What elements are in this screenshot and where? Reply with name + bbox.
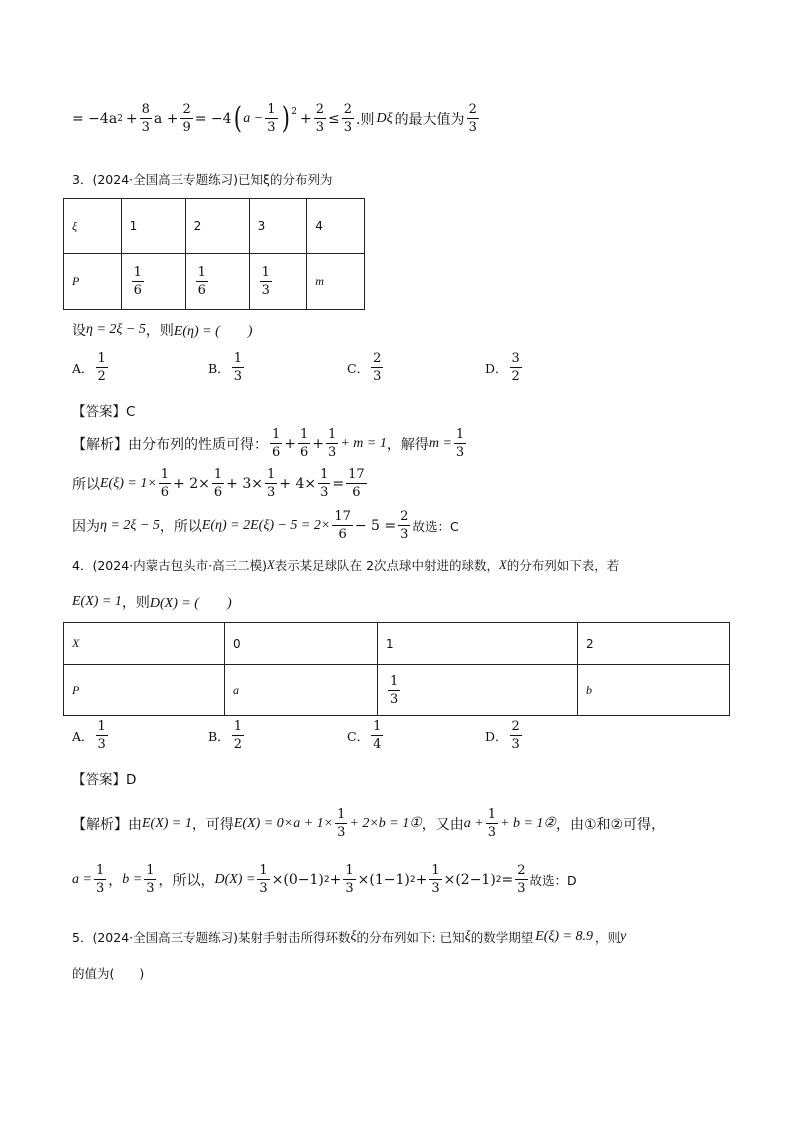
question-text: 3．(2024·全国高三专题练习)已知ξ的分布列为 — [72, 172, 333, 187]
q3-answer: 【答案】C — [72, 404, 136, 420]
expr: ≤ — [327, 110, 340, 127]
q3-analysis-line3: 因为 η = 2ξ − 5 ，所以 E(η) = 2E(ξ) − 5 = 2× $\frac{17}{6}$ − 5 = $\frac{2}{3}$ 故选：C — [72, 509, 459, 542]
q5-stem: 5．(2024·全国高三专题练习)某射手射击所得环数 ξ 的分布列如下: 已知 ξ 的数学期望 E(ξ) = 8.9 ，则 y — [72, 929, 627, 945]
table-cell: 2 — [185, 199, 249, 254]
table-cell: $\frac{1}{3}$ — [378, 665, 578, 716]
q3-option-d[interactable]: D． $\frac{3}{2}$ — [485, 351, 520, 384]
fraction: $\frac{2}{9}$ — [182, 102, 191, 135]
q3-stem — [72, 170, 332, 188]
table-cell: 3 — [249, 199, 307, 254]
fraction: $\frac{1}{3}$ — [267, 102, 276, 135]
q4-option-a[interactable]: A． $\frac{1}{3}$ — [72, 719, 106, 752]
q3-option-c[interactable]: C． $\frac{2}{3}$ — [347, 351, 382, 384]
q3-option-b[interactable]: B． $\frac{1}{3}$ — [208, 351, 242, 384]
table-cell: X — [64, 623, 225, 665]
table-cell: P — [64, 665, 225, 716]
table-cell: 2 — [578, 623, 730, 665]
q2-conclusion-line: = −4a 2 + $\frac{8}{3}$ a + $\frac{2}{9}$ = −4 ( a − $\frac{1}{3}$ ) $^2$ + $\frac{2}{3}$ ≤ $\frac{2}{3}$ .则 Dξ 的最大值为 $\frac{2}{3}$ — [72, 100, 477, 136]
q4-option-d[interactable]: D． $\frac{2}{3}$ — [485, 719, 520, 752]
expr: + — [299, 110, 312, 127]
table-cell: 1 — [121, 199, 185, 254]
q4-answer: 【答案】D — [72, 772, 137, 788]
q3-analysis-line2: 所以 E(ξ) = 1× $\frac{1}{6}$ + 2× $\frac{1}{6}$ + 3× $\frac{1}{3}$ + 4× $\frac{1}{3}$ = $\frac{17}{6}$ — [72, 467, 365, 500]
expr: a − — [243, 110, 264, 126]
table-cell: 1 — [378, 623, 578, 665]
fraction: $\frac{2}{3}$ — [343, 102, 352, 135]
table-cell: P — [64, 254, 122, 310]
q3-setup: 设 η = 2ξ − 5 ，则 E(η) = ( ) — [72, 322, 253, 339]
q4-distribution-table — [63, 622, 730, 716]
q4-stem: 4．(2024·内蒙古包头市·高三二模) X 表示某足球队在 2次点球中射进的球数， X 的分布列如下表，若 — [72, 557, 620, 573]
fraction: $\frac{2}{3}$ — [315, 102, 324, 135]
q4-analysis-line1: 【解析】由 E(X) = 1 ，可得 E(X) = 0×a + 1× $\frac{1}{3}$ + 2×b = 1① ，又由 a + $\frac{1}{3}$ + b = 1② ，由①和②可得， — [72, 807, 666, 840]
expr: = −4 — [194, 110, 232, 127]
q4-option-c[interactable]: C． $\frac{1}{4}$ — [347, 719, 382, 752]
expr: Dξ — [376, 110, 393, 126]
expr: a + — [153, 110, 179, 127]
expr: + — [125, 110, 138, 127]
fraction: $\frac{2}{3}$ — [468, 102, 477, 135]
q4-option-b[interactable]: B． $\frac{1}{2}$ — [208, 719, 242, 752]
expr: = −4a — [72, 110, 118, 127]
q3-analysis-line1: 【解析】由分布列的性质可得： $\frac{1}{6}$ + $\frac{1}{6}$ + $\frac{1}{3}$ + m = 1 ，解得 m = $\frac{1}{3}$ — [72, 427, 465, 460]
table-cell: $\frac{1}{6}$ — [121, 254, 185, 310]
table-cell: m — [307, 254, 365, 310]
table-cell: b — [578, 665, 730, 716]
table-cell: ξ — [64, 199, 122, 254]
q3-distribution-table — [63, 198, 365, 310]
q4-analysis-line2: a = $\frac{1}{3}$ ， b = $\frac{1}{3}$ ，所以， D(X) = $\frac{1}{3}$ ×(0−1) 2 + $\frac{1}{3}$ ×(1−1) 2 + $\frac{1}{3}$ ×(2−1) 2 = $\frac{2}{3}$ 故选：D — [72, 863, 577, 896]
q5-stem-line2: 的值为( ) — [72, 966, 145, 981]
table-cell: $\frac{1}{3}$ — [249, 254, 307, 310]
expr: .则 — [356, 111, 375, 128]
expr: 的最大值为 — [394, 111, 465, 128]
q4-condition: E(X) = 1 ，则 D(X) = ( ) — [72, 594, 232, 611]
fraction: $\frac{8}{3}$ — [141, 102, 150, 135]
table-cell: 0 — [225, 623, 378, 665]
table-cell: 4 — [307, 199, 365, 254]
table-cell: $\frac{1}{6}$ — [185, 254, 249, 310]
table-cell: a — [225, 665, 378, 716]
q3-option-a[interactable]: A． $\frac{1}{2}$ — [72, 351, 106, 384]
